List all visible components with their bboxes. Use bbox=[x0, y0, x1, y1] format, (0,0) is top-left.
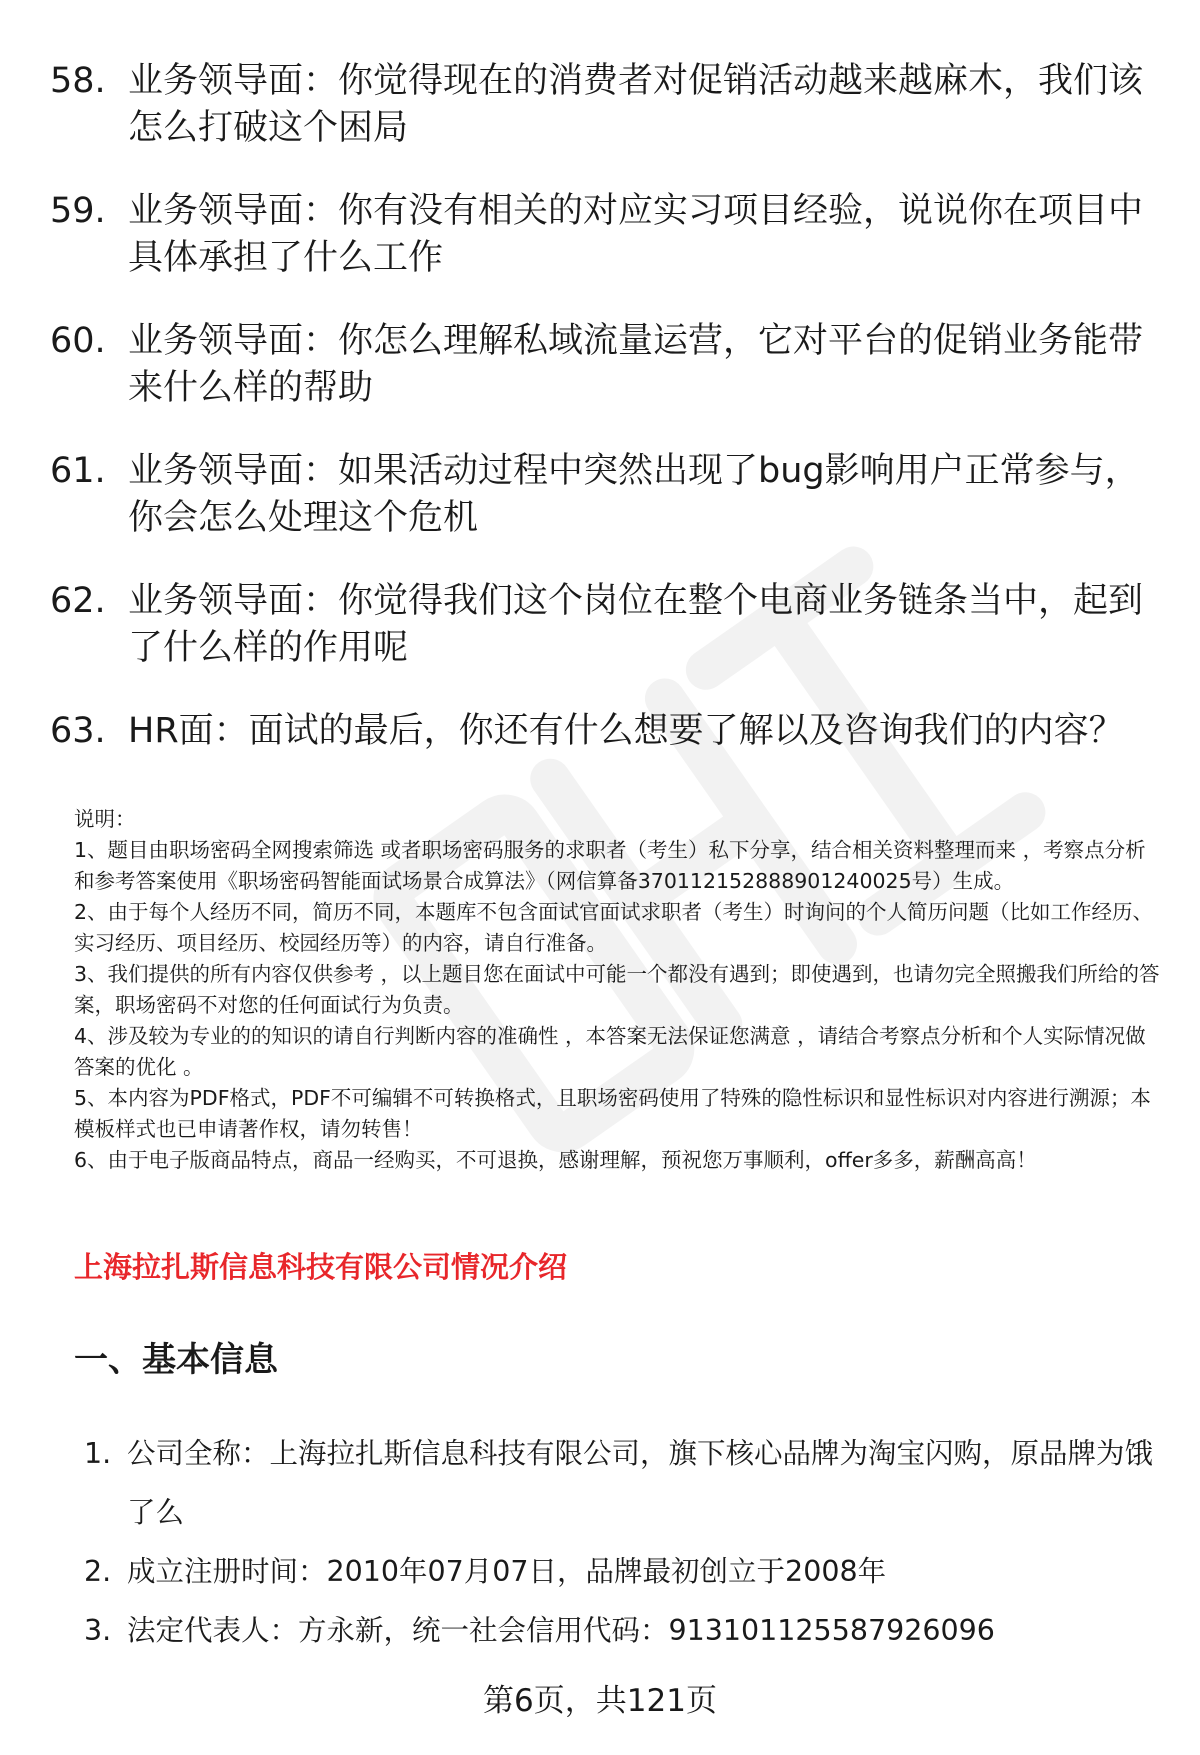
question-item bbox=[50, 188, 1160, 282]
note-item: 5、本内容为PDF格式，PDF不可编辑不可转换格式，且职场密码使用了特殊的隐性标识和显性标识对内容进行溯源；本模板样式也已申请著作权，请勿转售！ bbox=[74, 1086, 1151, 1141]
info-number: 2. bbox=[84, 1555, 112, 1588]
info-list bbox=[84, 1424, 1164, 1660]
question-text: 业务领导面：你觉得现在的消费者对促销活动越来越麻木，我们该怎么打破这个困局 bbox=[128, 61, 1144, 148]
question-item bbox=[50, 578, 1160, 672]
info-number: 1. bbox=[84, 1437, 112, 1470]
note-item: 4、涉及较为专业的的知识的请自行判断内容的准确性 ，本答案无法保证您满意 ，请结合考察点分析和个人实际情况做答案的优化 。 bbox=[74, 1024, 1146, 1079]
info-text: 公司全称：上海拉扎斯信息科技有限公司，旗下核心品牌为淘宝闪购，原品牌为饿了么 bbox=[127, 1437, 1154, 1529]
note-item: 2、由于每个人经历不同，简历不同，本题库不包含面试官面试求职者（考生）时询问的个人简历问题（比如工作经历、实习经历、项目经历、校园经历等）的内容，请自行准备。 bbox=[74, 900, 1154, 955]
notes-section bbox=[74, 804, 1160, 1176]
question-number: 58. bbox=[50, 61, 106, 101]
section-heading: 一、基本信息 bbox=[74, 1340, 278, 1380]
info-text: 法定代表人：方永新，统一社会信用代码：91310112558792609​6 bbox=[127, 1614, 995, 1647]
note-item: 1、题目由职场密码全网搜索筛选 或者职场密码服务的求职者（考生）私下分享，结合相关资料整理而来 ，考察点分析和参考答案使用《职场密码智能面试场景合成算法》（网信算备370112152888901240025号）生成。 bbox=[74, 838, 1146, 893]
note-item: 6、由于电子版商品特点，商品一经购买，不可退换，感谢理解，预祝您万事顺利，offer多多，薪酬高高！ bbox=[74, 1148, 1037, 1172]
notes-heading: 说明： bbox=[74, 807, 136, 831]
question-item bbox=[50, 58, 1160, 152]
question-item bbox=[50, 448, 1160, 542]
question-text: 业务领导面：你觉得我们这个岗位在整个电商业务链条当中，起到了什么样的作用呢 bbox=[128, 581, 1144, 668]
question-item bbox=[50, 318, 1160, 412]
info-item bbox=[84, 1424, 1164, 1542]
question-number: 59. bbox=[50, 191, 106, 231]
question-number: 61. bbox=[50, 451, 106, 491]
company-title: 上海拉扎斯信息科技有限公司情况介绍 bbox=[74, 1250, 568, 1284]
note-item: 3、我们提供的所有内容仅供参考 ，以上题目您在面试中可能一个都没有遇到；即使遇到，也请勿完全照搬我们所给的答案，职场密码不对您的任何面试行为负责。 bbox=[74, 962, 1160, 1017]
question-text: 业务领导面：你怎么理解私域流量运营，它对平台的促销业务能带来什么样的帮助 bbox=[128, 321, 1144, 408]
page-footer: 第6页，共121页 bbox=[483, 1683, 717, 1719]
question-number: 60. bbox=[50, 321, 106, 361]
question-number: 63. bbox=[50, 711, 106, 751]
info-number: 3. bbox=[84, 1614, 112, 1647]
info-item bbox=[84, 1542, 1164, 1601]
question-text: HR面：面试的最后，你还有什么想要了解以及咨询我们的内容？ bbox=[128, 711, 1124, 751]
question-item bbox=[50, 708, 1160, 755]
info-text: 成立注册时间：2010年07月07日，品牌最初创立于2008年 bbox=[127, 1555, 887, 1588]
question-text: 业务领导面：如果活动过程中突然出现了bug影响用户正常参与，你会怎么处理这个危机 bbox=[128, 451, 1140, 538]
question-text: 业务领导面：你有没有相关的对应实习项目经验，说说你在项目中具体承担了什么工作 bbox=[128, 191, 1144, 278]
question-number: 62. bbox=[50, 581, 106, 621]
info-item bbox=[84, 1601, 1164, 1660]
question-list bbox=[50, 58, 1160, 791]
